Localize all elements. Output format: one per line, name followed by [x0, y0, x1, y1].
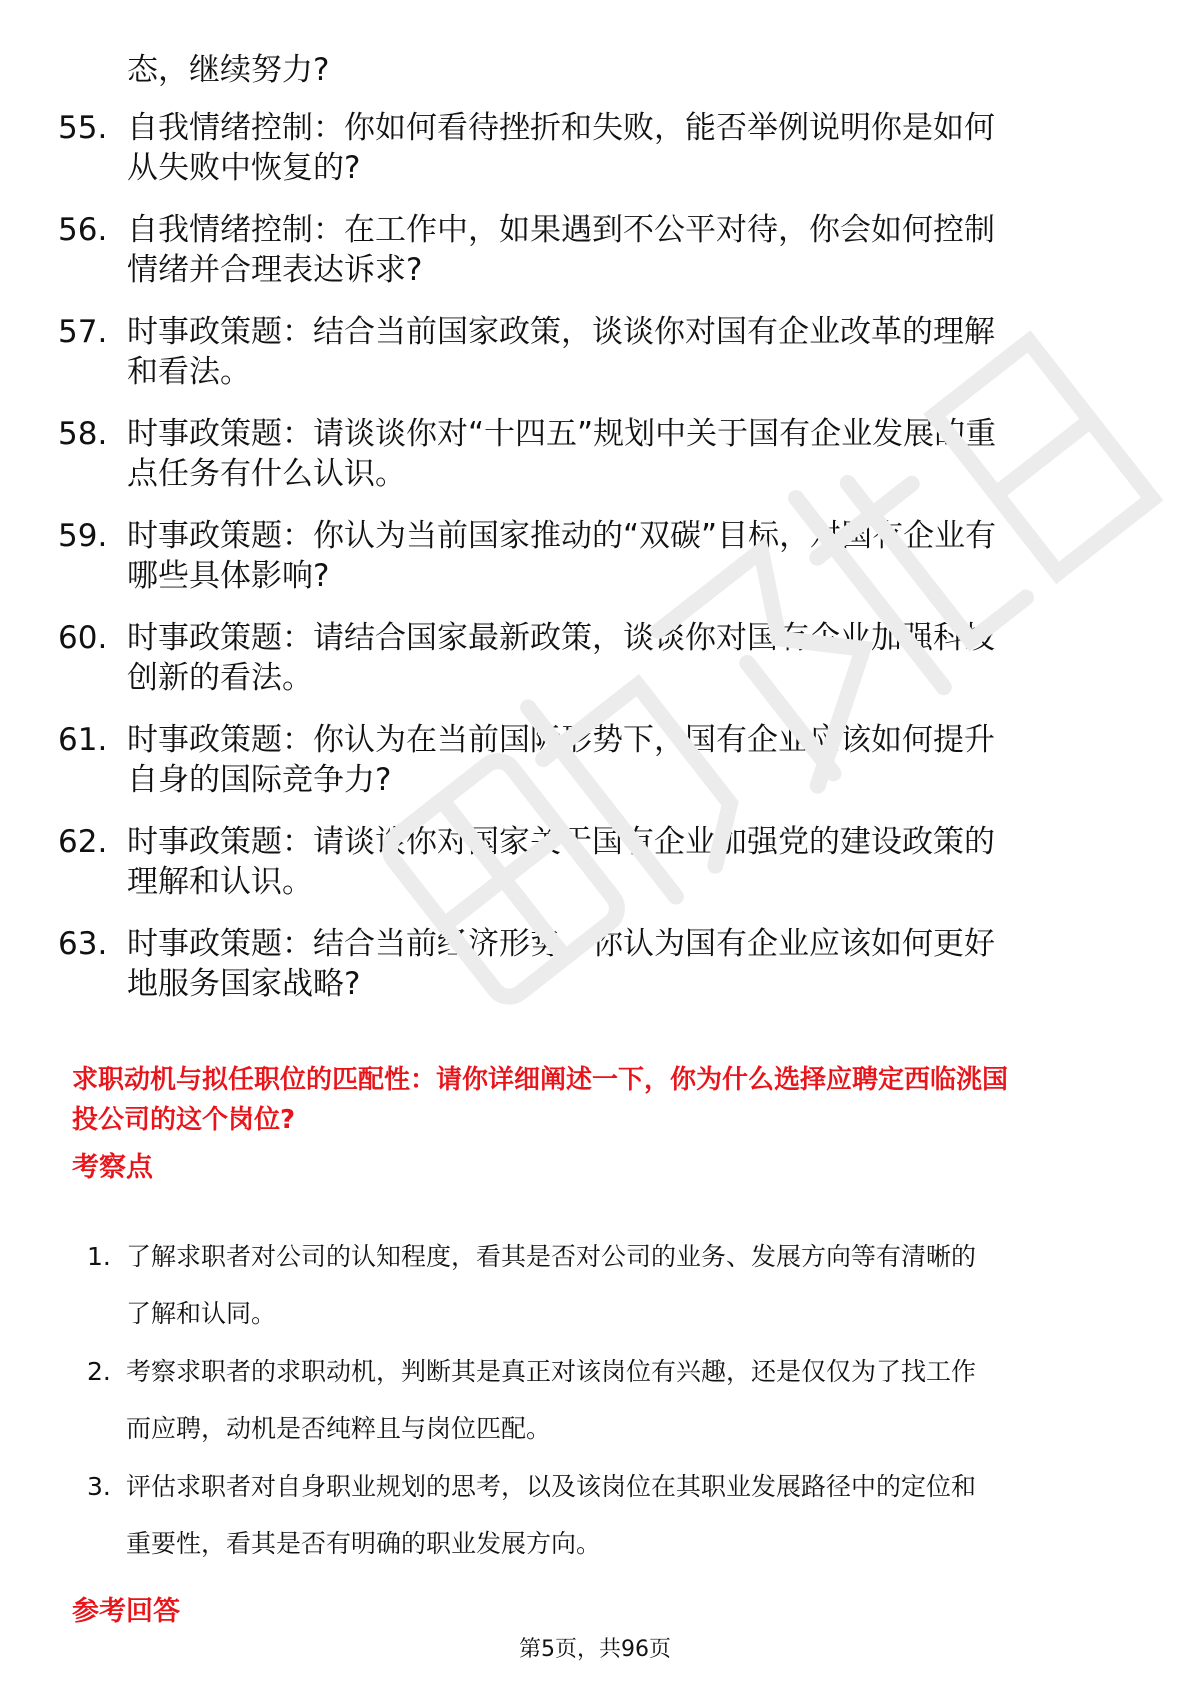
item-number: 55.	[58, 110, 108, 146]
item-number: 1.	[87, 1242, 111, 1271]
item-text-line: 情绪并合理表达诉求?	[127, 252, 423, 288]
list-item	[58, 924, 1118, 1004]
list-item	[58, 414, 1118, 494]
item-number: 2.	[87, 1357, 111, 1386]
item-text-line: 哪些具体影响?	[127, 558, 330, 594]
item-text-line: 评估求职者对自身职业规划的思考，以及该岗位在其职业发展路径中的定位和	[126, 1472, 977, 1501]
item-text-line: 了解求职者对公司的认知程度，看其是否对公司的业务、发展方向等有清晰的	[126, 1242, 977, 1271]
list-item	[87, 1458, 1117, 1572]
item-text-line: 时事政策题：请谈谈你对国家关于国有企业加强党的建设政策的	[127, 824, 995, 860]
item-number: 59.	[58, 518, 108, 554]
item-text-line: 自我情绪控制：你如何看待挫折和失败，能否举例说明你是如何	[127, 110, 995, 146]
item-text-line: 地服务国家战略?	[127, 966, 361, 1002]
item-number: 60.	[58, 620, 108, 656]
item-number: 62.	[58, 824, 108, 860]
highlight-question	[72, 1060, 1112, 1140]
item-text-line: 了解和认同。	[126, 1299, 277, 1328]
item-number: 56.	[58, 212, 108, 248]
item-number: 58.	[58, 416, 108, 452]
item-text-line: 而应聘，动机是否纯粹且与岗位匹配。	[126, 1414, 552, 1443]
item-text-line: 创新的看法。	[127, 660, 313, 696]
item-text-line: 时事政策题：你认为当前国家推动的“双碳”目标，对国有企业有	[127, 518, 997, 554]
examination-points-title: 考察点	[72, 1152, 153, 1183]
continuation-text: 态，继续努力?	[127, 52, 330, 88]
item-text-line: 时事政策题：请结合国家最新政策，谈谈你对国有企业加强科技	[127, 620, 995, 656]
item-text-line: 时事政策题：请谈谈你对“十四五”规划中关于国有企业发展的重	[127, 416, 997, 452]
list-item	[58, 720, 1118, 800]
item-text-line: 考察求职者的求职动机，判断其是真正对该岗位有兴趣，还是仅仅为了找工作	[126, 1357, 977, 1386]
item-text-line: 自身的国际竞争力?	[127, 762, 392, 798]
item-text-line: 自我情绪控制：在工作中，如果遇到不公平对待，你会如何控制	[127, 212, 995, 248]
item-number: 63.	[58, 926, 108, 962]
item-text-line: 和看法。	[127, 354, 251, 390]
item-text-line: 理解和认识。	[127, 864, 313, 900]
item-text-line: 时事政策题：结合当前国家政策，谈谈你对国有企业改革的理解	[127, 314, 995, 350]
list-item	[58, 312, 1118, 392]
page-number: 第5页，共96页	[519, 1637, 671, 1662]
list-item	[58, 516, 1118, 596]
list-item	[58, 822, 1118, 902]
item-number: 57.	[58, 314, 108, 350]
reference-answer-title: 参考回答	[72, 1596, 180, 1627]
list-item	[58, 108, 1118, 188]
item-text-line: 重要性，看其是否有明确的职业发展方向。	[126, 1529, 602, 1558]
list-item	[87, 1343, 1117, 1457]
list-item	[87, 1228, 1117, 1342]
highlight-question-line: 投公司的这个岗位?	[72, 1105, 296, 1135]
question-list	[58, 108, 1118, 1026]
list-item	[58, 210, 1118, 290]
examination-points-list	[87, 1228, 1117, 1573]
item-number: 61.	[58, 722, 108, 758]
list-item	[58, 618, 1118, 698]
item-number: 3.	[87, 1472, 111, 1501]
item-text-line: 时事政策题：你认为在当前国际形势下，国有企业应该如何提升	[127, 722, 995, 758]
item-text-line: 点任务有什么认识。	[127, 456, 406, 492]
item-text-line: 从失败中恢复的?	[127, 150, 361, 186]
item-text-line: 时事政策题：结合当前经济形势，你认为国有企业应该如何更好	[127, 926, 995, 962]
highlight-question-line: 求职动机与拟任职位的匹配性：请你详细阐述一下，你为什么选择应聘定西临洮国	[72, 1065, 1009, 1095]
